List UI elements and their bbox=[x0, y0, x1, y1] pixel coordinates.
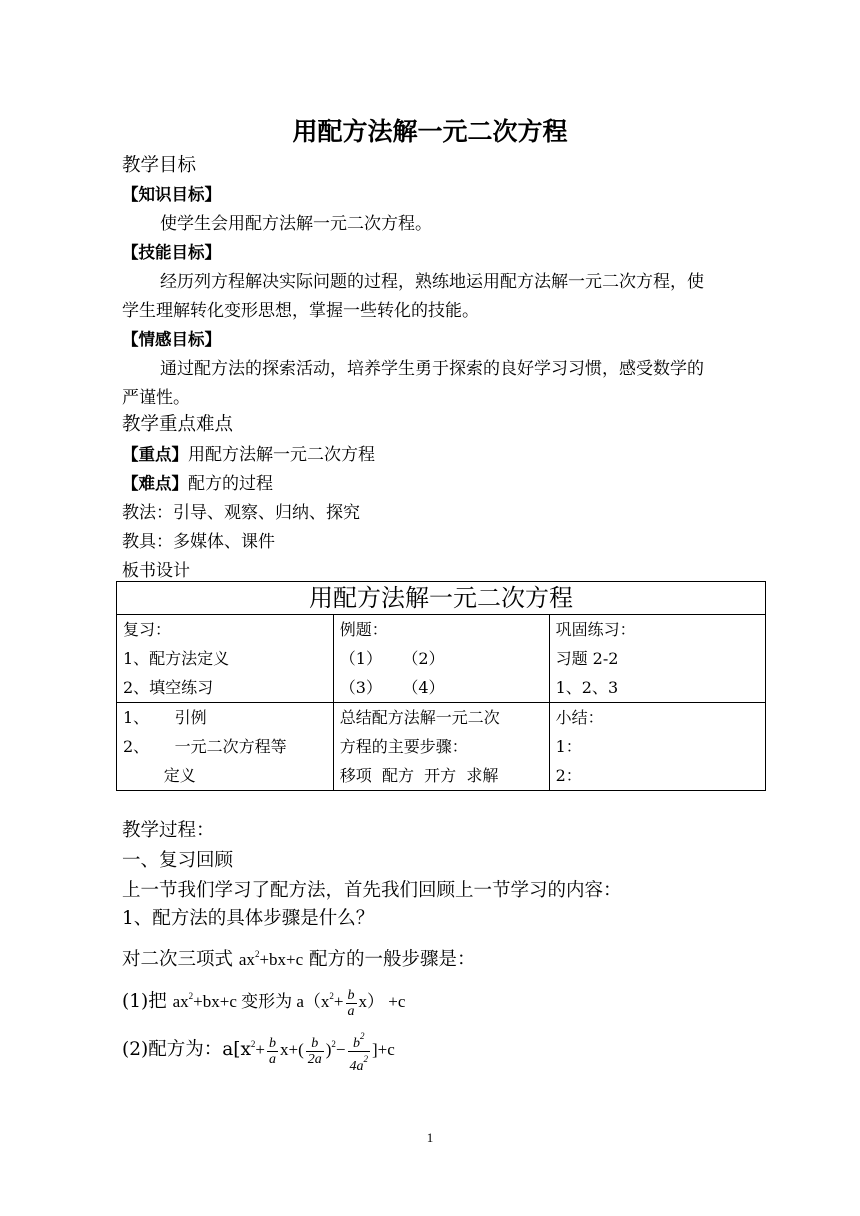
board-design-table bbox=[116, 581, 766, 791]
step1-formula: $^2$+ $\frac{b}{a}$ x） +c bbox=[329, 987, 406, 1019]
cell-line: 定义 bbox=[123, 766, 196, 785]
board-cell-practice bbox=[549, 615, 765, 703]
fraction-b-over-a: $\frac{b}{a}$ bbox=[347, 987, 355, 1019]
teaching-tools: 教具：多媒体、课件 bbox=[122, 532, 275, 552]
difficult-point-line bbox=[122, 473, 273, 495]
teaching-method: 教法：引导、观察、归纳、探究 bbox=[122, 503, 360, 523]
board-title: 用配方法解一元二次方程 bbox=[117, 582, 766, 615]
fraction-b2-over-4a2: $\frac{b^2}{4a^2}$ bbox=[349, 1030, 368, 1074]
cell-line: 1： bbox=[555, 737, 582, 756]
step1-prefix: (1)把 bbox=[122, 991, 173, 1012]
board-heading: 板书设计 bbox=[122, 561, 190, 581]
cell-line: 2、 一元二次方程等 bbox=[123, 737, 287, 756]
fraction-b-over-2a: $\frac{b}{2a}$ bbox=[307, 1035, 322, 1067]
board-cell-examples bbox=[333, 615, 549, 703]
cell-line: 2、填空练习 bbox=[123, 678, 214, 697]
cell-line: 1、 引例 bbox=[123, 708, 207, 727]
key-point-line bbox=[122, 444, 375, 466]
skill-text-2: 学生理解转化变形思想，掌握一些转化的技能。 bbox=[122, 301, 479, 321]
difficult-text: 配方的过程 bbox=[188, 474, 273, 494]
cell-line: 例题： bbox=[339, 620, 388, 639]
goals-heading: 教学目标 bbox=[122, 155, 197, 176]
cell-line: 巩固练习： bbox=[555, 620, 636, 639]
key-label: 【重点】 bbox=[122, 445, 188, 464]
cell-line: 方程的主要步骤： bbox=[339, 737, 468, 756]
cell-line: 移项 配方 开方 求解 bbox=[339, 766, 499, 785]
step-2-line bbox=[122, 1027, 395, 1074]
key-points-heading: 教学重点难点 bbox=[122, 414, 234, 435]
fraction-b-over-a: $\frac{b}{a}$ bbox=[268, 1035, 276, 1067]
cell-line: （3） （4） bbox=[339, 678, 445, 697]
cell-line: 复习： bbox=[123, 620, 172, 639]
process-heading: 教学过程： bbox=[122, 820, 215, 841]
cell-line: 习题 2-2 bbox=[555, 649, 619, 668]
skill-text-1: 经历列方程解决实际问题的过程，熟练地运用配方法解一元二次方程，使 bbox=[160, 272, 704, 292]
step1-expression: $ax^2+bx+c$ bbox=[172, 991, 237, 1011]
expression-ax2bxc: $ax^2+bx+c$ bbox=[238, 949, 304, 969]
step1-mid: 变形为 a（x bbox=[236, 992, 330, 1011]
table-row bbox=[117, 615, 766, 703]
emotion-label: 【情感目标】 bbox=[122, 330, 221, 349]
section-review: 一、复习回顾 bbox=[122, 850, 234, 871]
emotion-text-1: 通过配方法的探索活动，培养学生勇于探索的良好学习习惯，感受数学的 bbox=[160, 359, 704, 379]
table-row bbox=[117, 703, 766, 791]
question-1: 1、配方法的具体步骤是什么？ bbox=[122, 908, 375, 929]
difficult-label: 【难点】 bbox=[122, 474, 188, 493]
general-steps-line bbox=[122, 943, 476, 971]
key-text: 用配方法解一元二次方程 bbox=[188, 445, 375, 465]
step2-prefix: (2)配方为：a[x bbox=[122, 1039, 251, 1060]
step-1-line bbox=[122, 980, 405, 1019]
step2-formula: $^2$+ $\frac{b}{a}$ x+( $\frac{b}{2a}$ )$^2$− $\frac{b^2}{4a^2}$ ]+c bbox=[250, 1030, 395, 1074]
cell-line: 1、配方法定义 bbox=[123, 649, 230, 668]
knowledge-label: 【知识目标】 bbox=[122, 185, 221, 204]
general-prefix: 对二次三项式 bbox=[122, 949, 239, 970]
board-cell-conclusion bbox=[549, 703, 765, 791]
page-number: 1 bbox=[426, 1130, 434, 1145]
cell-line: 总结配方法解一元二次 bbox=[339, 708, 500, 727]
skill-label: 【技能目标】 bbox=[122, 243, 221, 262]
knowledge-text: 使学生会用配方法解一元二次方程。 bbox=[160, 214, 432, 234]
cell-line: 2： bbox=[555, 766, 582, 785]
cell-line: 1、2、3 bbox=[555, 678, 619, 697]
general-suffix: 配方的一般步骤是： bbox=[303, 949, 476, 970]
board-cell-review bbox=[117, 615, 334, 703]
emotion-text-2: 严谨性。 bbox=[122, 388, 190, 408]
page-title: 用配方法解一元二次方程 bbox=[292, 117, 568, 146]
board-cell-summary-steps bbox=[333, 703, 549, 791]
board-cell-intro bbox=[117, 703, 334, 791]
review-intro: 上一节我们学习了配方法，首先我们回顾上一节学习的内容： bbox=[122, 880, 622, 901]
cell-line: （1） （2） bbox=[339, 649, 445, 668]
cell-line: 小结： bbox=[555, 708, 604, 727]
